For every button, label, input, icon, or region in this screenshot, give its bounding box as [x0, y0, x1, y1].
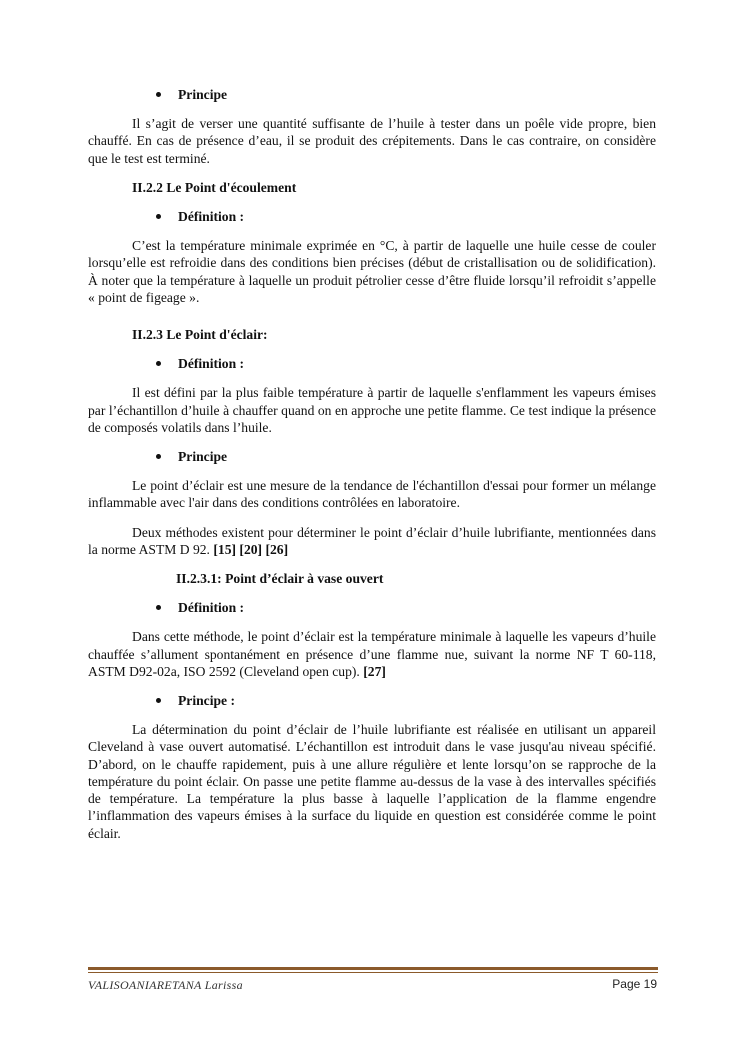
bullet-dot-icon: [156, 605, 161, 610]
paragraph-definition-1: C’est la température minimale exprimée en °C, à partir de laquelle une huile cesse de couler lorsqu’elle est refroidie dans des conditions bien précises (début de cristallisation ou de solidification). À noter que la température à laquelle un produit pétrolier cesse d’être fluide lorsqu’il refroidit s’appelle « point de figeage ».: [88, 238, 656, 305]
footer-divider-thick: [88, 967, 658, 970]
subsection-heading-vase-ouvert: II.2.3.1: Point d’éclair à vase ouvert: [176, 571, 384, 587]
paragraph-principe-1: Il s’agit de verser une quantité suffisante de l’huile à tester dans un poêle vide propre, bien chauffé. En cas de présence d’eau, il se produit des crépitements. Dans le cas contraire, on considère que le test est terminé.: [88, 116, 656, 166]
section-heading-eclair: II.2.3 Le Point d'éclair:: [132, 327, 268, 343]
paragraph-methodes: [88, 524, 656, 558]
bullet-label: Principe: [178, 449, 228, 465]
bullet-dot-icon: [156, 454, 161, 459]
bullet-principe-3: [156, 692, 656, 709]
page-body: [88, 86, 656, 854]
bullet-label: Principe :: [178, 693, 236, 709]
paragraph-definition-3: [88, 628, 656, 680]
reference-citation: [27]: [363, 663, 386, 679]
reference-citations: [15] [20] [26]: [213, 541, 289, 557]
bullet-principe-2: [156, 448, 656, 465]
bullet-principe-1: [156, 86, 656, 103]
bullet-dot-icon: [156, 92, 161, 97]
bullet-definition-1: [156, 208, 656, 225]
footer-divider-thin: [88, 972, 658, 973]
bullet-definition-2: [156, 355, 656, 372]
paragraph-principe-2: Le point d’éclair est une mesure de la tendance de l'échantillon d'essai pour former un mélange inflammable avec l'air dans des conditions contrôlées en laboratoire.: [88, 478, 656, 511]
paragraph-definition-2: Il est défini par la plus faible température à partir de laquelle s'enflamment les vapeurs émises par l’échantillon d’huile à chauffer quand on en approche une petite flamme. Ce test indique la présence de composés volatils dans l’huile.: [88, 385, 656, 435]
paragraph-principe-3: La détermination du point d’éclair de l’huile lubrifiante est réalisée en utilisant un appareil Cleveland à vase ouvert automatisé. L’échantillon est introduit dans le vase jusqu'au niveau spécifié. D’abord, on le chauffe rapidement, puis à une allure régulière et lente lorsqu’on se rapproche de la température du point éclair. On passe une petite flamme au-dessus de la vase à des intervalles spécifiés de température. La température la plus basse à laquelle l’application de la flamme engendre l’inflammation des vapeurs émises à la surface du liquide en question est considérée comme le point éclair.: [88, 722, 656, 841]
methodes-text: Deux méthodes existent pour déterminer le point d’éclair d’huile lubrifiante, mentionnées dans la norme ASTM D 92.: [88, 524, 656, 557]
footer-author: VALISOANIARETANA Larissa: [88, 978, 243, 992]
bullet-label: Définition :: [178, 209, 245, 225]
bullet-definition-3: [156, 599, 656, 616]
bullet-dot-icon: [156, 214, 161, 219]
section-heading-ecoulement: II.2.2 Le Point d'écoulement: [132, 179, 297, 195]
bullet-label: Principe: [178, 87, 228, 102]
bullet-label: Définition :: [178, 356, 245, 372]
definition-3-text: Dans cette méthode, le point d’éclair est la température minimale à laquelle les vapeurs d’huile chauffée s’allument spontanément en présence d’une flamme nue, suivant la norme NF T 60-118, ASTM D92-02a, ISO 2592 (Cleveland open cup).: [88, 629, 656, 679]
footer-page-number: Page 19: [612, 977, 657, 991]
bullet-dot-icon: [156, 698, 161, 703]
bullet-label: Définition :: [178, 600, 245, 616]
bullet-dot-icon: [156, 361, 161, 366]
